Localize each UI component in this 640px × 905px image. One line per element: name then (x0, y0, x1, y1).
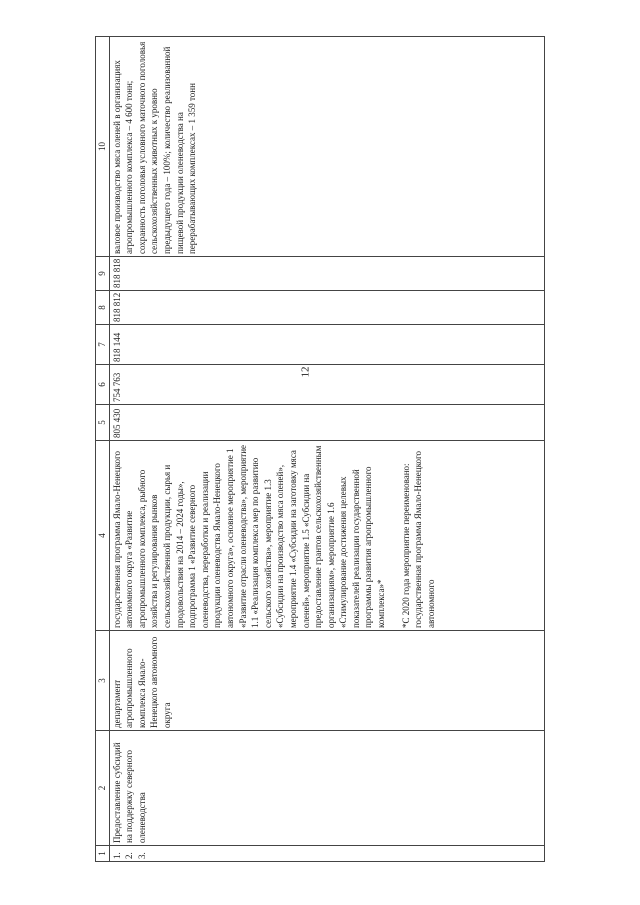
row-name: Предоставление субсидий на поддержку северного оленеводства (109, 731, 544, 846)
column-header: 2 (96, 731, 110, 846)
program-text: государственная программа Ямало-Ненецкого автономного округа «Развитие агропромышленного комплекса, рыбного хозяйства и регулирования рынков сельскохозяйственной продукции, сырья и продовольствия на 2014 – 2024 годы», подпрограмма 1 «Развитие северного оленеводства, переработки и реализации продукции оленеводства Ямало-Ненецкого автономного округа», основное мероприятие 1 «Развитие отрасли оленеводства», мероприятие 1.1 «Реализация комплекса мер по развитию сельского хозяйства», мероприятие 1.3 «Субсидии на производство мяса оленей», мероприятие 1.4 «Субсидии на заготовку мяса оленей», мероприятие 1.5 «Субсидии на предоставление грантов сельскохозяйственным организациям», мероприятие 1.6 «Стимулирование достижения целевых показателей реализации государственной программы развития агропромышленного комплекса»* (111, 444, 387, 628)
column-header: 9 (96, 257, 110, 291)
value-col8: 818 812 (109, 291, 544, 325)
column-header: 4 (96, 441, 110, 631)
row-executor: департамент агропромышленного комплекса Ямало-Ненецкого автономного округа (109, 631, 544, 731)
column-header: 6 (96, 365, 110, 405)
column-header: 8 (96, 291, 110, 325)
row-number: 1.2.3. (109, 846, 544, 862)
header-row (96, 37, 110, 862)
column-header: 7 (96, 325, 110, 365)
row-program (109, 441, 544, 631)
table-row (109, 37, 544, 862)
value-col5: 805 430 (109, 405, 544, 441)
column-header: 3 (96, 631, 110, 731)
column-header: 1 (96, 846, 110, 862)
program-note: *С 2020 года мероприятие переименовано: государственная программа Ямало-Ненецкого автономного (400, 451, 436, 628)
program-table (95, 36, 545, 862)
rotated-table-container (95, 36, 545, 862)
column-header: 10 (96, 37, 110, 257)
value-col7: 818 144 (109, 325, 544, 365)
page-number: 12 (299, 366, 312, 378)
value-col9: 818 818 (109, 257, 544, 291)
column-header: 5 (96, 405, 110, 441)
row-result: валовое производство мяса оленей в организациях агропромышленного комплекса – 4 600 тонн; сохранность поголовья условного маточного поголовья сельскохозяйственных животных к уровню предыдущего года – 100%; количество реализованной пищевой продукции оленеводства на перерабатывающих комплексах – 1 359 тонн (109, 37, 544, 257)
value-col6: 754 763 (109, 365, 544, 405)
